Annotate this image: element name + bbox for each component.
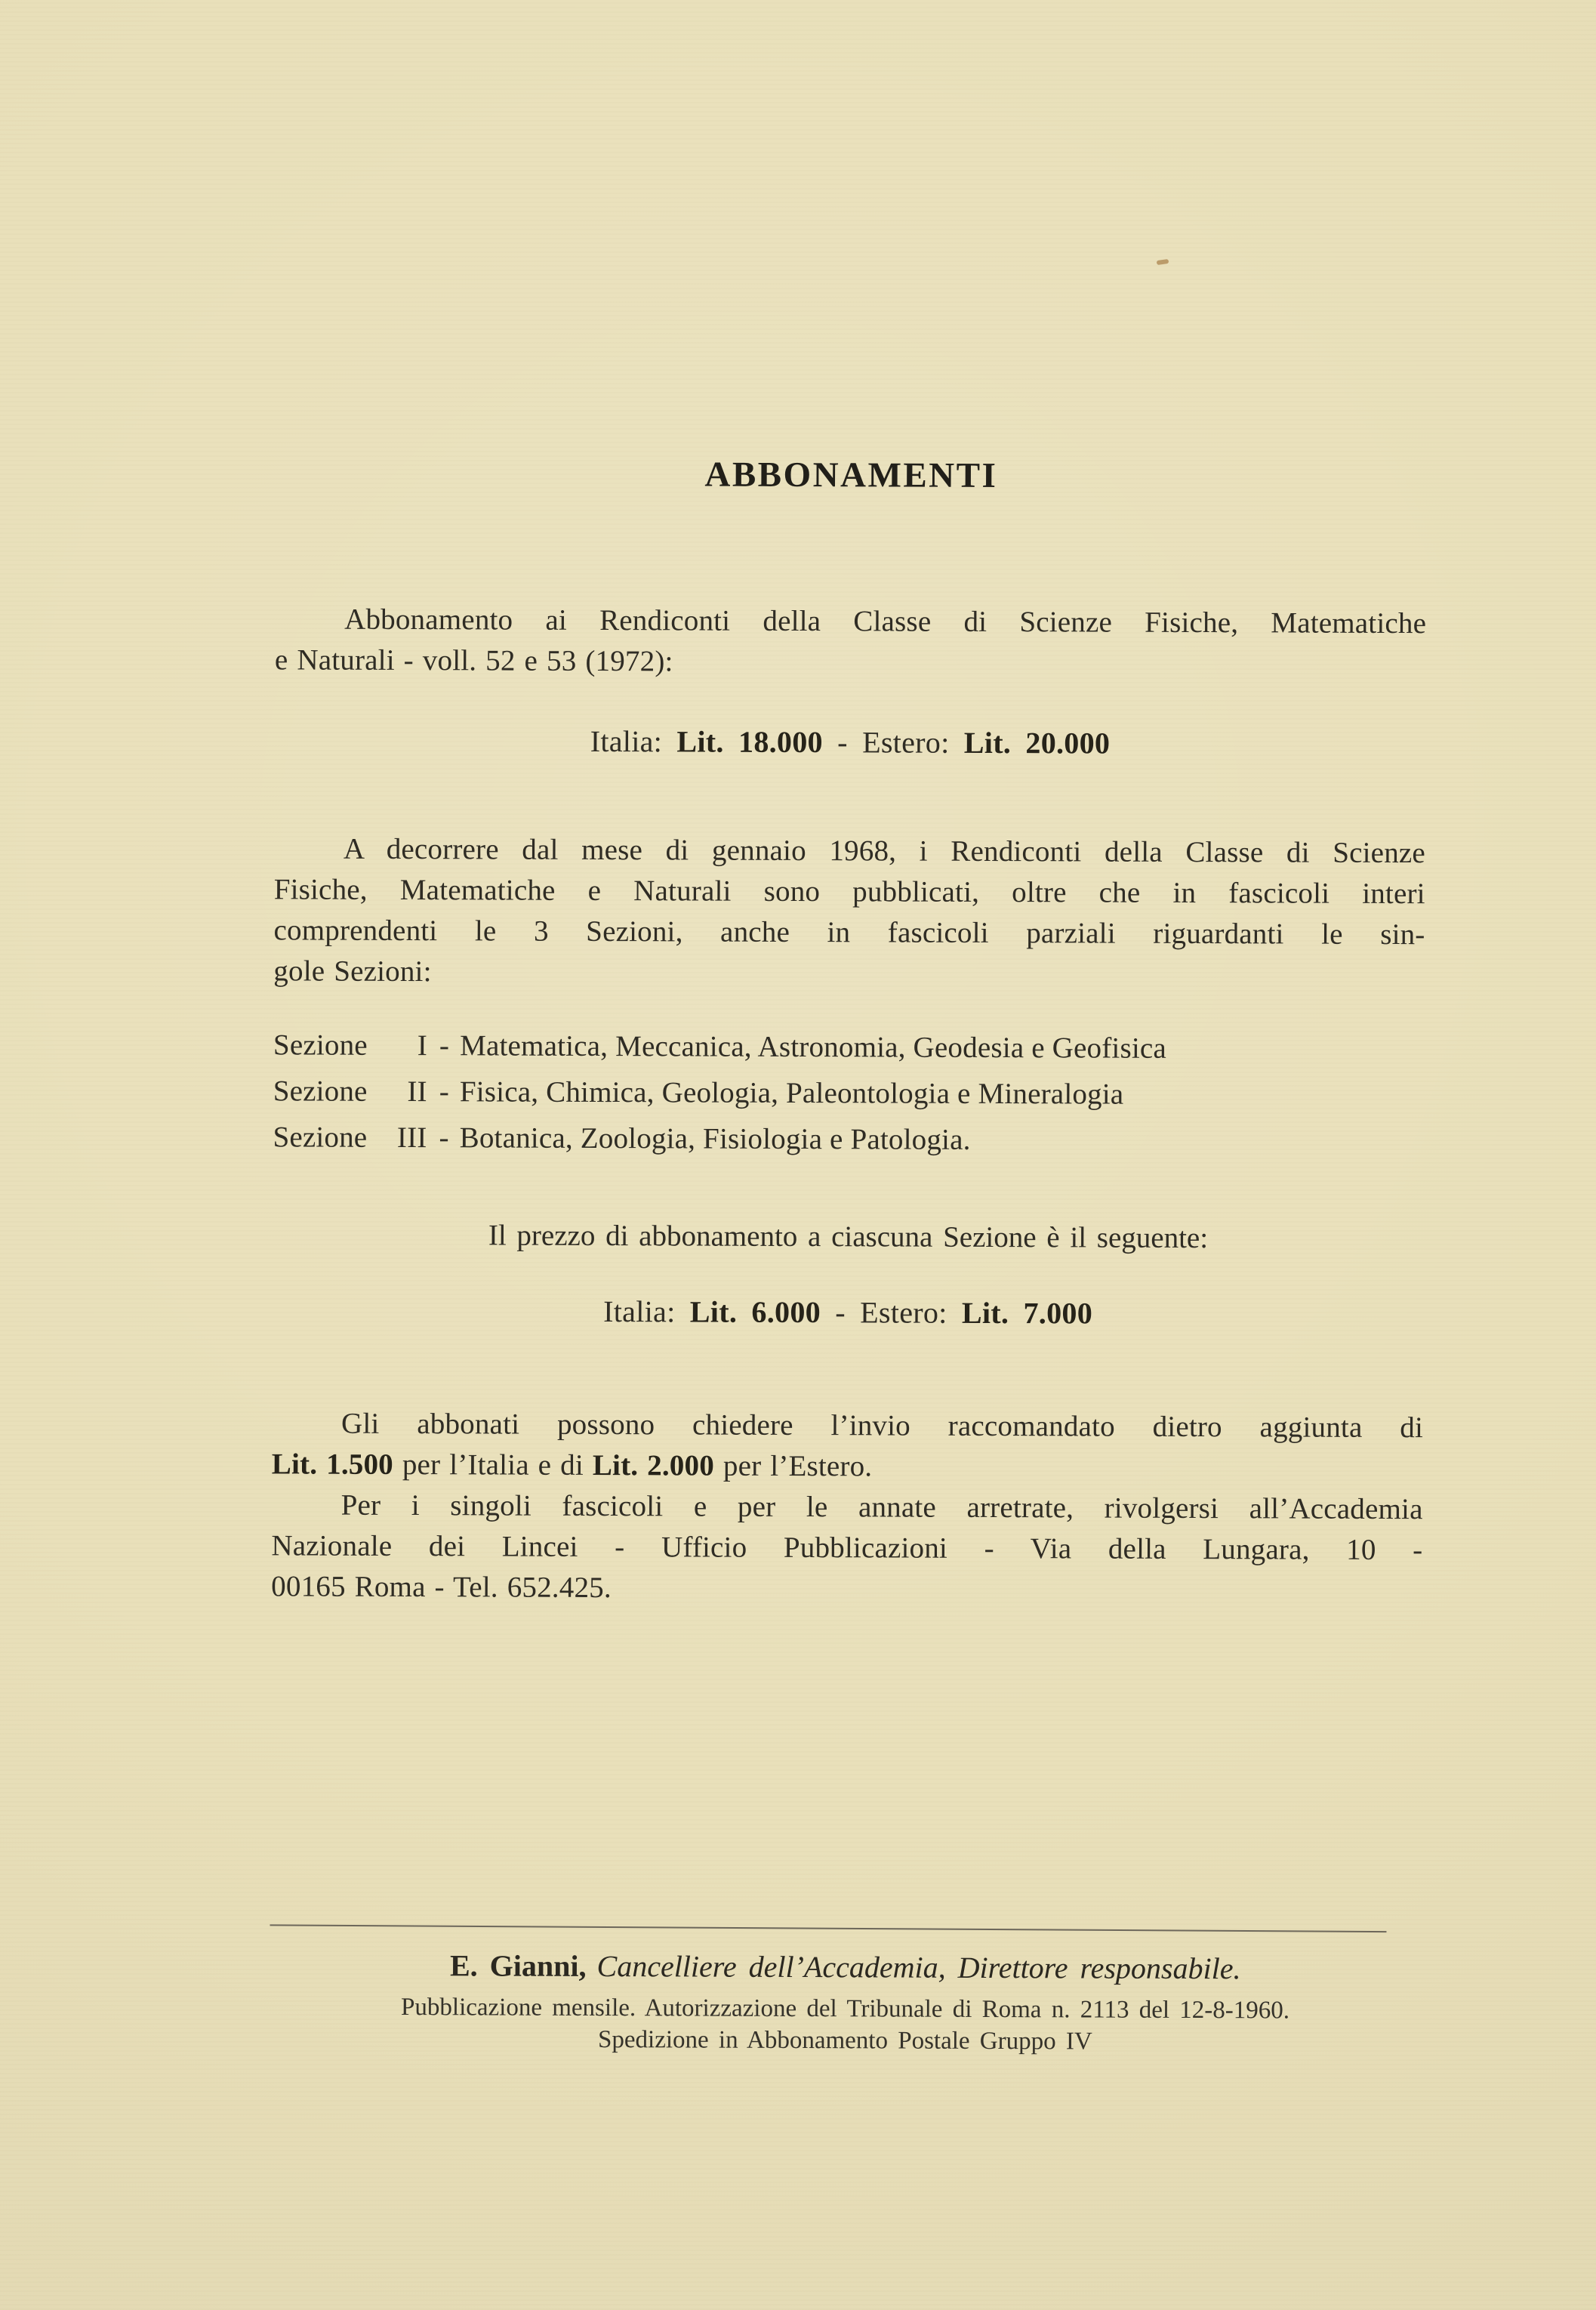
section-price-italy-amount: Lit. 6.000 <box>689 1294 821 1330</box>
page-title: ABBONAMENTI <box>704 455 998 496</box>
price-separator: - <box>835 1295 846 1330</box>
intro-paragraph <box>275 599 1426 685</box>
body-line: A decorrere dal mese di gennaio 1968, i Rendiconti della Classe di Scienze <box>343 832 1426 870</box>
section-price-line <box>273 1290 1424 1335</box>
registered-mail-paragraph <box>272 1403 1423 1489</box>
authorization-line: Pubblicazione mensile. Autorizzazione del Tribunale di Roma n. 2113 del 12-8-1960. <box>401 1993 1290 2025</box>
shipping-line: Spedizione in Abbonamento Postale Gruppo IV <box>598 2025 1092 2056</box>
section-label: Sezione <box>273 1121 368 1154</box>
surcharge-italy-amount: Lit. 1.500 <box>271 1448 394 1481</box>
section-row <box>273 1114 1424 1164</box>
sections-list <box>273 1022 1425 1164</box>
section-label: Sezione <box>273 1075 368 1108</box>
section-numeral: II <box>407 1075 427 1109</box>
section-row <box>273 1068 1425 1118</box>
section-dash: - <box>439 1121 449 1155</box>
body-line: Fisiche, Matematiche e Naturali sono pubblicati, oltre che in fascicoli interi <box>273 873 1425 911</box>
page-content <box>0 449 1596 2059</box>
registered-mail-line <box>272 1444 1423 1489</box>
section-numeral: III <box>396 1121 427 1155</box>
section-label: Sezione <box>273 1029 368 1062</box>
section-row <box>273 1022 1425 1072</box>
editor-line <box>270 1947 1421 1988</box>
editor-role: Cancelliere dell’Accademia, Direttore responsabile. <box>596 1948 1241 1986</box>
intro-line: e Naturali - voll. 52 e 53 (1972): <box>274 643 673 678</box>
price-separator: - <box>837 725 848 760</box>
section-subjects: Matematica, Meccanica, Astronomia, Geodesia e Geofisica <box>460 1029 1167 1065</box>
volume-price-abroad-label: Estero: <box>862 725 950 760</box>
section-numeral: I <box>417 1029 428 1062</box>
sections-paragraph <box>273 828 1425 996</box>
body-line: comprendenti le 3 Sezioni, anche in fascicoli parziali riguardanti le sin- <box>273 914 1425 951</box>
section-subjects: Botanica, Zoologia, Fisiologia e Patologia. <box>459 1121 971 1156</box>
section-dash: - <box>439 1075 450 1109</box>
volume-price-italy-label: Italia: <box>590 723 663 759</box>
back-issues-line: Nazionale dei Lincei - Ufficio Pubblicazioni - Via della Lungara, 10 - <box>271 1529 1423 1567</box>
section-subjects: Fisica, Chimica, Geologia, Paleontologia e Mineralogia <box>459 1075 1124 1111</box>
body-line: gole Sezioni: <box>273 955 432 988</box>
back-issues-paragraph <box>271 1485 1423 1611</box>
surcharge-abroad-amount: Lit. 2.000 <box>592 1448 715 1482</box>
section-price-abroad-label: Estero: <box>860 1295 947 1330</box>
scan-speck <box>1157 259 1169 265</box>
volume-price-italy-amount: Lit. 18.000 <box>676 724 823 760</box>
intro-line: Abbonamento ai Rendiconti della Classe di Scienze Fisiche, Matematiche <box>344 603 1427 640</box>
volume-price-abroad-amount: Lit. 20.000 <box>963 725 1111 760</box>
section-price-abroad-amount: Lit. 7.000 <box>961 1295 1093 1331</box>
back-issues-line: Per i singoli fascicoli e per le annate arretrate, rivolgersi all’Accademia <box>340 1488 1423 1526</box>
surcharge-mid-text: per l’Italia e di <box>402 1448 584 1482</box>
back-issues-line: 00165 Roma - Tel. 652.425. <box>271 1570 612 1605</box>
section-price-italy-label: Italia: <box>603 1294 676 1329</box>
section-dash: - <box>439 1029 450 1062</box>
section-price-intro: Il prezzo di abbonamento a ciascuna Sezione è il seguente: <box>488 1219 1209 1255</box>
surcharge-tail-text: per l’Estero. <box>723 1449 873 1483</box>
footer-divider <box>270 1924 1386 1932</box>
registered-mail-line: Gli abbonati possono chiedere l’invio raccomandato dietro aggiunta di <box>340 1407 1424 1445</box>
editor-name: E. Gianni, <box>449 1948 587 1983</box>
volume-price-line <box>274 720 1425 765</box>
